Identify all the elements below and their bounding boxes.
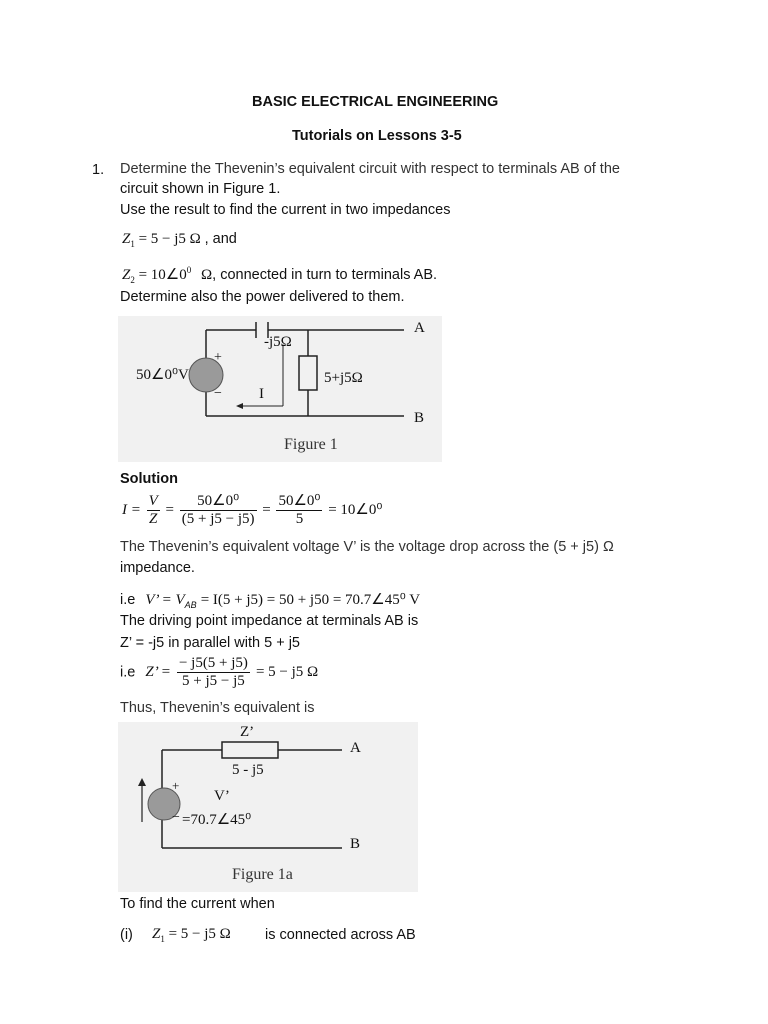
figure-1a bbox=[118, 722, 418, 892]
minus-sign: − bbox=[214, 386, 222, 401]
figure-1 bbox=[118, 316, 442, 462]
terminal-a-label: A bbox=[414, 320, 425, 336]
solution-heading: Solution bbox=[120, 471, 178, 487]
impedance-value: 5 - j5 bbox=[232, 762, 264, 778]
capacitor-label: -j5Ω bbox=[264, 334, 292, 350]
part-i-intro: To find the current when bbox=[120, 896, 275, 912]
resistor-label: 5+j5Ω bbox=[324, 370, 363, 386]
question-line-1: Determine the Thevenin’s equivalent circuit with respect to terminals AB of the bbox=[120, 161, 620, 177]
plus-sign: + bbox=[214, 350, 222, 365]
question-line-2: circuit shown in Figure 1. bbox=[120, 181, 281, 197]
document-title: BASIC ELECTRICAL ENGINEERING bbox=[252, 94, 499, 110]
plus-sign: + bbox=[172, 778, 180, 793]
minus-sign: − bbox=[172, 810, 180, 825]
question-line-6: Determine also the power delivered to them. bbox=[120, 289, 405, 305]
z1-definition: $Z_1 = 5 - j5$ Ω , and bbox=[122, 231, 237, 249]
terminal-b-label: B bbox=[350, 836, 361, 852]
voltage-value: =70.7∠45⁰ bbox=[182, 812, 252, 828]
figure-1a-caption: Figure 1a bbox=[232, 866, 293, 883]
impedance-equation: i.e Z’ = $\frac{- j5(5 + j5)}{5 + j5 - j5}$ = 5 − j5 Ω bbox=[120, 655, 319, 689]
part-i-z1: $Z_1 = 5 - j5$ Ω bbox=[152, 926, 231, 944]
solution-text-5: Thus, Thevenin’s equivalent is bbox=[120, 700, 315, 716]
solution-text-1: The Thevenin’s equivalent voltage V’ is the voltage drop across the (5 + j5) Ω bbox=[120, 539, 614, 555]
question-line-3: Use the result to find the current in two impedances bbox=[120, 202, 451, 218]
terminal-b-label: B bbox=[414, 410, 425, 426]
current-label: I bbox=[259, 386, 264, 402]
voltage-equation: i.e V’ = $V_{AB} = I(5 + j5) = 50 + j50$ = 70.7∠45⁰ V bbox=[120, 592, 421, 610]
voltage-label: V’ bbox=[214, 788, 230, 804]
question-number: 1. bbox=[92, 162, 105, 178]
document-subtitle: Tutorials on Lessons 3-5 bbox=[292, 128, 462, 144]
solution-text-4: Z’ = -j5 in parallel with 5 + j5 bbox=[120, 635, 300, 651]
terminal-a-label: A bbox=[350, 740, 361, 756]
source-label: 50∠0⁰V bbox=[136, 367, 189, 383]
impedance-label: Z’ bbox=[240, 724, 255, 740]
part-i-label: (i) bbox=[120, 927, 133, 943]
current-equation: I = $\frac{V}{Z}$ = $\frac{\text{50∠0⁰}}{(5 + j5 - j5)}$ = $\frac{\text{50∠0⁰}}{5}$ = 10∠0⁰ bbox=[122, 493, 383, 527]
figure-1-caption: Figure 1 bbox=[284, 436, 338, 453]
part-i-suffix: is connected across AB bbox=[265, 927, 416, 943]
solution-text-2: impedance. bbox=[120, 560, 195, 576]
solution-text-3: The driving point impedance at terminals AB is bbox=[120, 613, 419, 629]
z2-definition: $Z_2$ = $10\angle 0^0$ Ω, connected in turn to terminals AB. bbox=[122, 265, 438, 285]
